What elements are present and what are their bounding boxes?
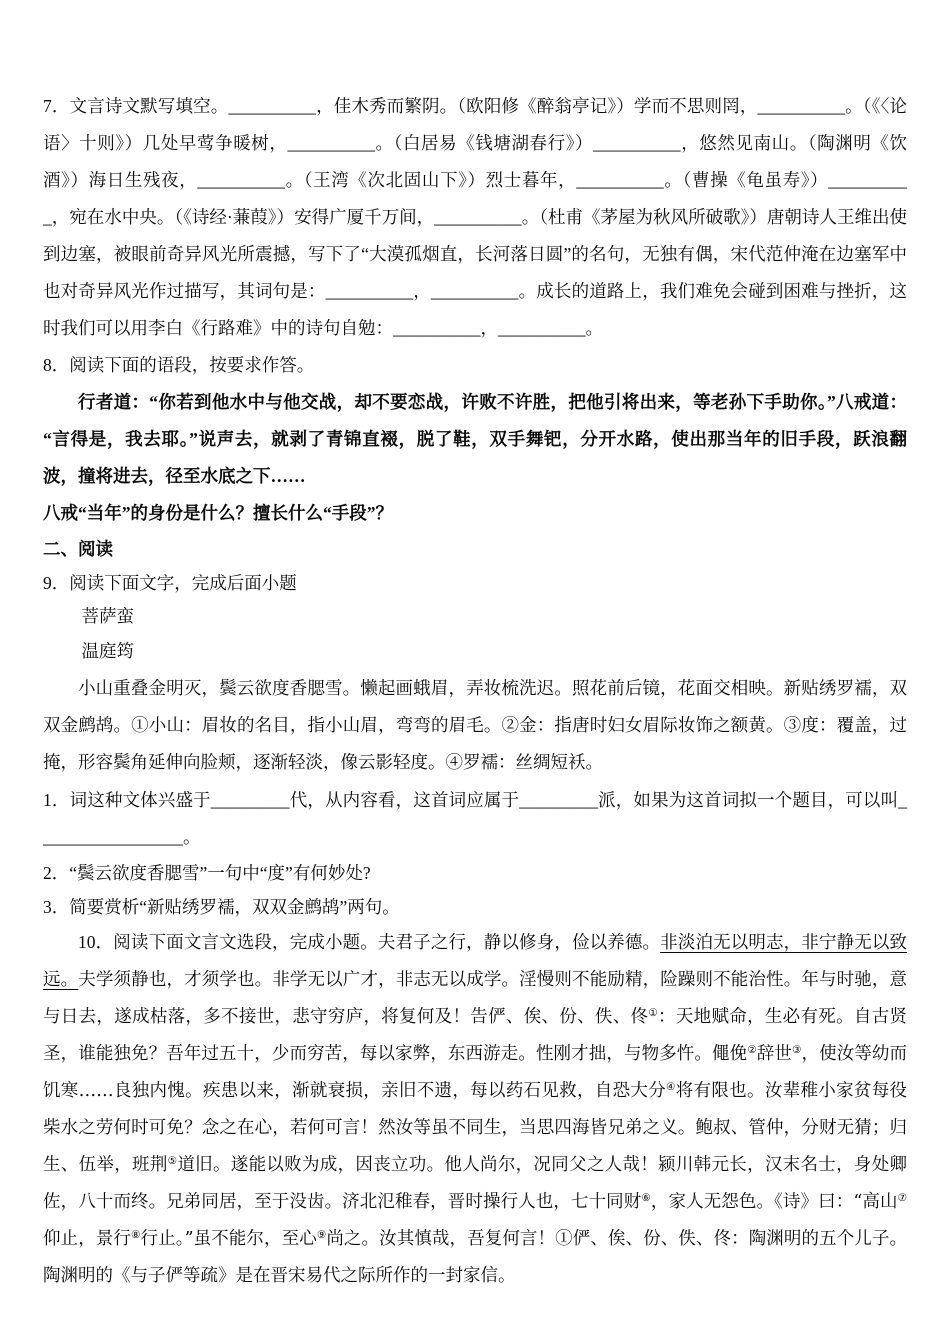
poem-text-and-notes: 小山重叠金明灭，鬓云欲度香腮雪。懒起画蛾眉，弄妆梳洗迟。照花前后镜，花面交相映。新贴绣罗襦，双双金鹧鸪。①小山：眉妆的名目，指小山眉，弯弯的眉毛。②金：指唐时妇女眉际妆饰之额黄。③度：覆盖，过掩，形容鬓角延伸向脸颊，逐渐轻淡，像云影轻度。④罗襦：丝绸短袄。	[43, 679, 907, 773]
poem-author: 温庭筠	[81, 642, 134, 662]
text-segment: ①	[648, 1007, 659, 1019]
question-8-passage: 行者道：“你若到他水中与他交战，却不要恋战，许败不许胜，把他引将出来，等老孙下手助你。”八戒道：“言得是，我去耶。”说声去，就剥了青锦直裰，脱了鞋，双手舞钯，分开水路，使出那当年的旧手段，跃浪翻波，撞将进去，径至水底之下……	[43, 392, 907, 486]
text-segment: ⑧	[131, 1229, 141, 1241]
text-segment: 行止。”虽不能尔，至心	[140, 1229, 317, 1249]
question-8-question: 八戒“当年”的身份是什么？擅长什么“手段”？	[43, 503, 393, 523]
text-segment: ②	[747, 1044, 757, 1056]
text-segment: ，家人无怨色。《诗》曰：“高山	[650, 1192, 898, 1212]
text-segment: 夫君子之行，静以修身，俭以养德。	[377, 933, 661, 953]
text-segment: 尚之。汝其慎哉，吾复何言！①俨、俟、份、佚、佟：陶渊明的五个儿子。陶渊明的《与子俨等疏》是在晋宋易代之际所作的一封家信。	[43, 1229, 907, 1286]
question-7-dictation: 7．文言诗文默写填空。__________，佳木秀而繁阴。（欧阳修《醉翁亭记》）学而不思则罔，__________。（《〈论语〉十则》）几处早莺争暖树，__________。（白居易《钱塘湖春行》）__________，悠然见南山。（陶渊明《饮酒》）海日生残夜，__________。（王湾《次北固山下》）烈士暮年，__________。（曹操《龟虽寿》）__________，宛在水中央。（《诗经·蒹葭》）安得广厦千万间，__________。（杜甫《茅屋为秋风所破歌》）唐朝诗人王维出使到边塞，被眼前奇异风光所震撼，写下了“大漠孤烟直，长河落日圆”的名句，无独有偶，宋代范仲淹在边塞军中也对奇异风光作过描写，其词句是：__________，__________。成长的道路上，我们难免会碰到困难与挫折，这时我们可以用李白《行路难》中的诗句自勉：__________，__________。	[43, 96, 907, 338]
text-segment: ⑥	[641, 1192, 651, 1204]
text-segment: 将有限也。汝辈稚小家贫每役柴水之劳何时可免？念之在心，若何可言！然汝等虽不同生，当思四海皆兄弟之义。鲍叔、管仲，分财无猜；归生、伍举，班荆	[43, 1081, 908, 1175]
poem-title: 菩萨蛮	[81, 607, 134, 627]
question-10-passage	[43, 924, 907, 1295]
question-9-sub-2: 2．“鬓云欲度香腮雪”一句中“度”有何妙处?	[43, 863, 371, 883]
text-segment: 10．阅读下面文言文选段，完成小题。	[78, 932, 378, 952]
text-segment: 辞世	[756, 1044, 792, 1064]
text-segment: ：天地赋命，生必有死。自古贤圣，谁能独免？吾年过五十，少而穷苦，每以家弊，东西游走。性刚才拙，与物多忤。僶俛	[43, 1007, 907, 1064]
text-segment: ⑤	[167, 1155, 178, 1167]
text-segment: ，使汝等幼而饥寒……良独内愧。疾患以来，渐就衰损，亲旧不遗，每以药石见救，自恐大分	[43, 1044, 908, 1101]
text-segment: ③	[791, 1044, 802, 1056]
text-segment: ⑦	[897, 1192, 907, 1204]
text-segment: 非淡泊无以明志，非宁静无以致远。	[43, 933, 908, 990]
question-9-sub-3: 3．简要赏析“新贴绣罗襦，双双金鹧鸪”两句。	[43, 897, 400, 917]
section-2-header: 二、阅读	[43, 539, 113, 559]
text-segment: 仰止，景行	[43, 1229, 131, 1249]
text-segment: 夫学须静也，才须学也。非学无以广才，非志无以成学。淫慢则不能励精，险躁则不能治性。年与时驰，意与日去，遂成枯落，多不接世，悲守穷庐，将复何及！告俨、俟、份、佚、佟	[43, 970, 908, 1027]
text-segment: ⑨	[316, 1229, 327, 1241]
text-segment: ④	[666, 1081, 676, 1093]
question-8-title: 8．阅读下面的语段，按要求作答。	[43, 355, 315, 375]
text-segment: 道旧。遂能以败为成，因丧立功。他人尚尔，况同父之人哉！颍川韩元长，汉末名士，身处卿佐，八十而终。兄弟同居，至于没齿。济北氾稚春，晋时操行人也，七十同财	[43, 1155, 908, 1212]
question-9-sub-1: 1．词这种文体兴盛于_________代，从内容看，这首词应属于_________派，如果为这首词拟一个题目，可以叫_________________。	[43, 790, 907, 847]
question-9-title: 9．阅读下面文字，完成后面小题	[43, 573, 297, 593]
